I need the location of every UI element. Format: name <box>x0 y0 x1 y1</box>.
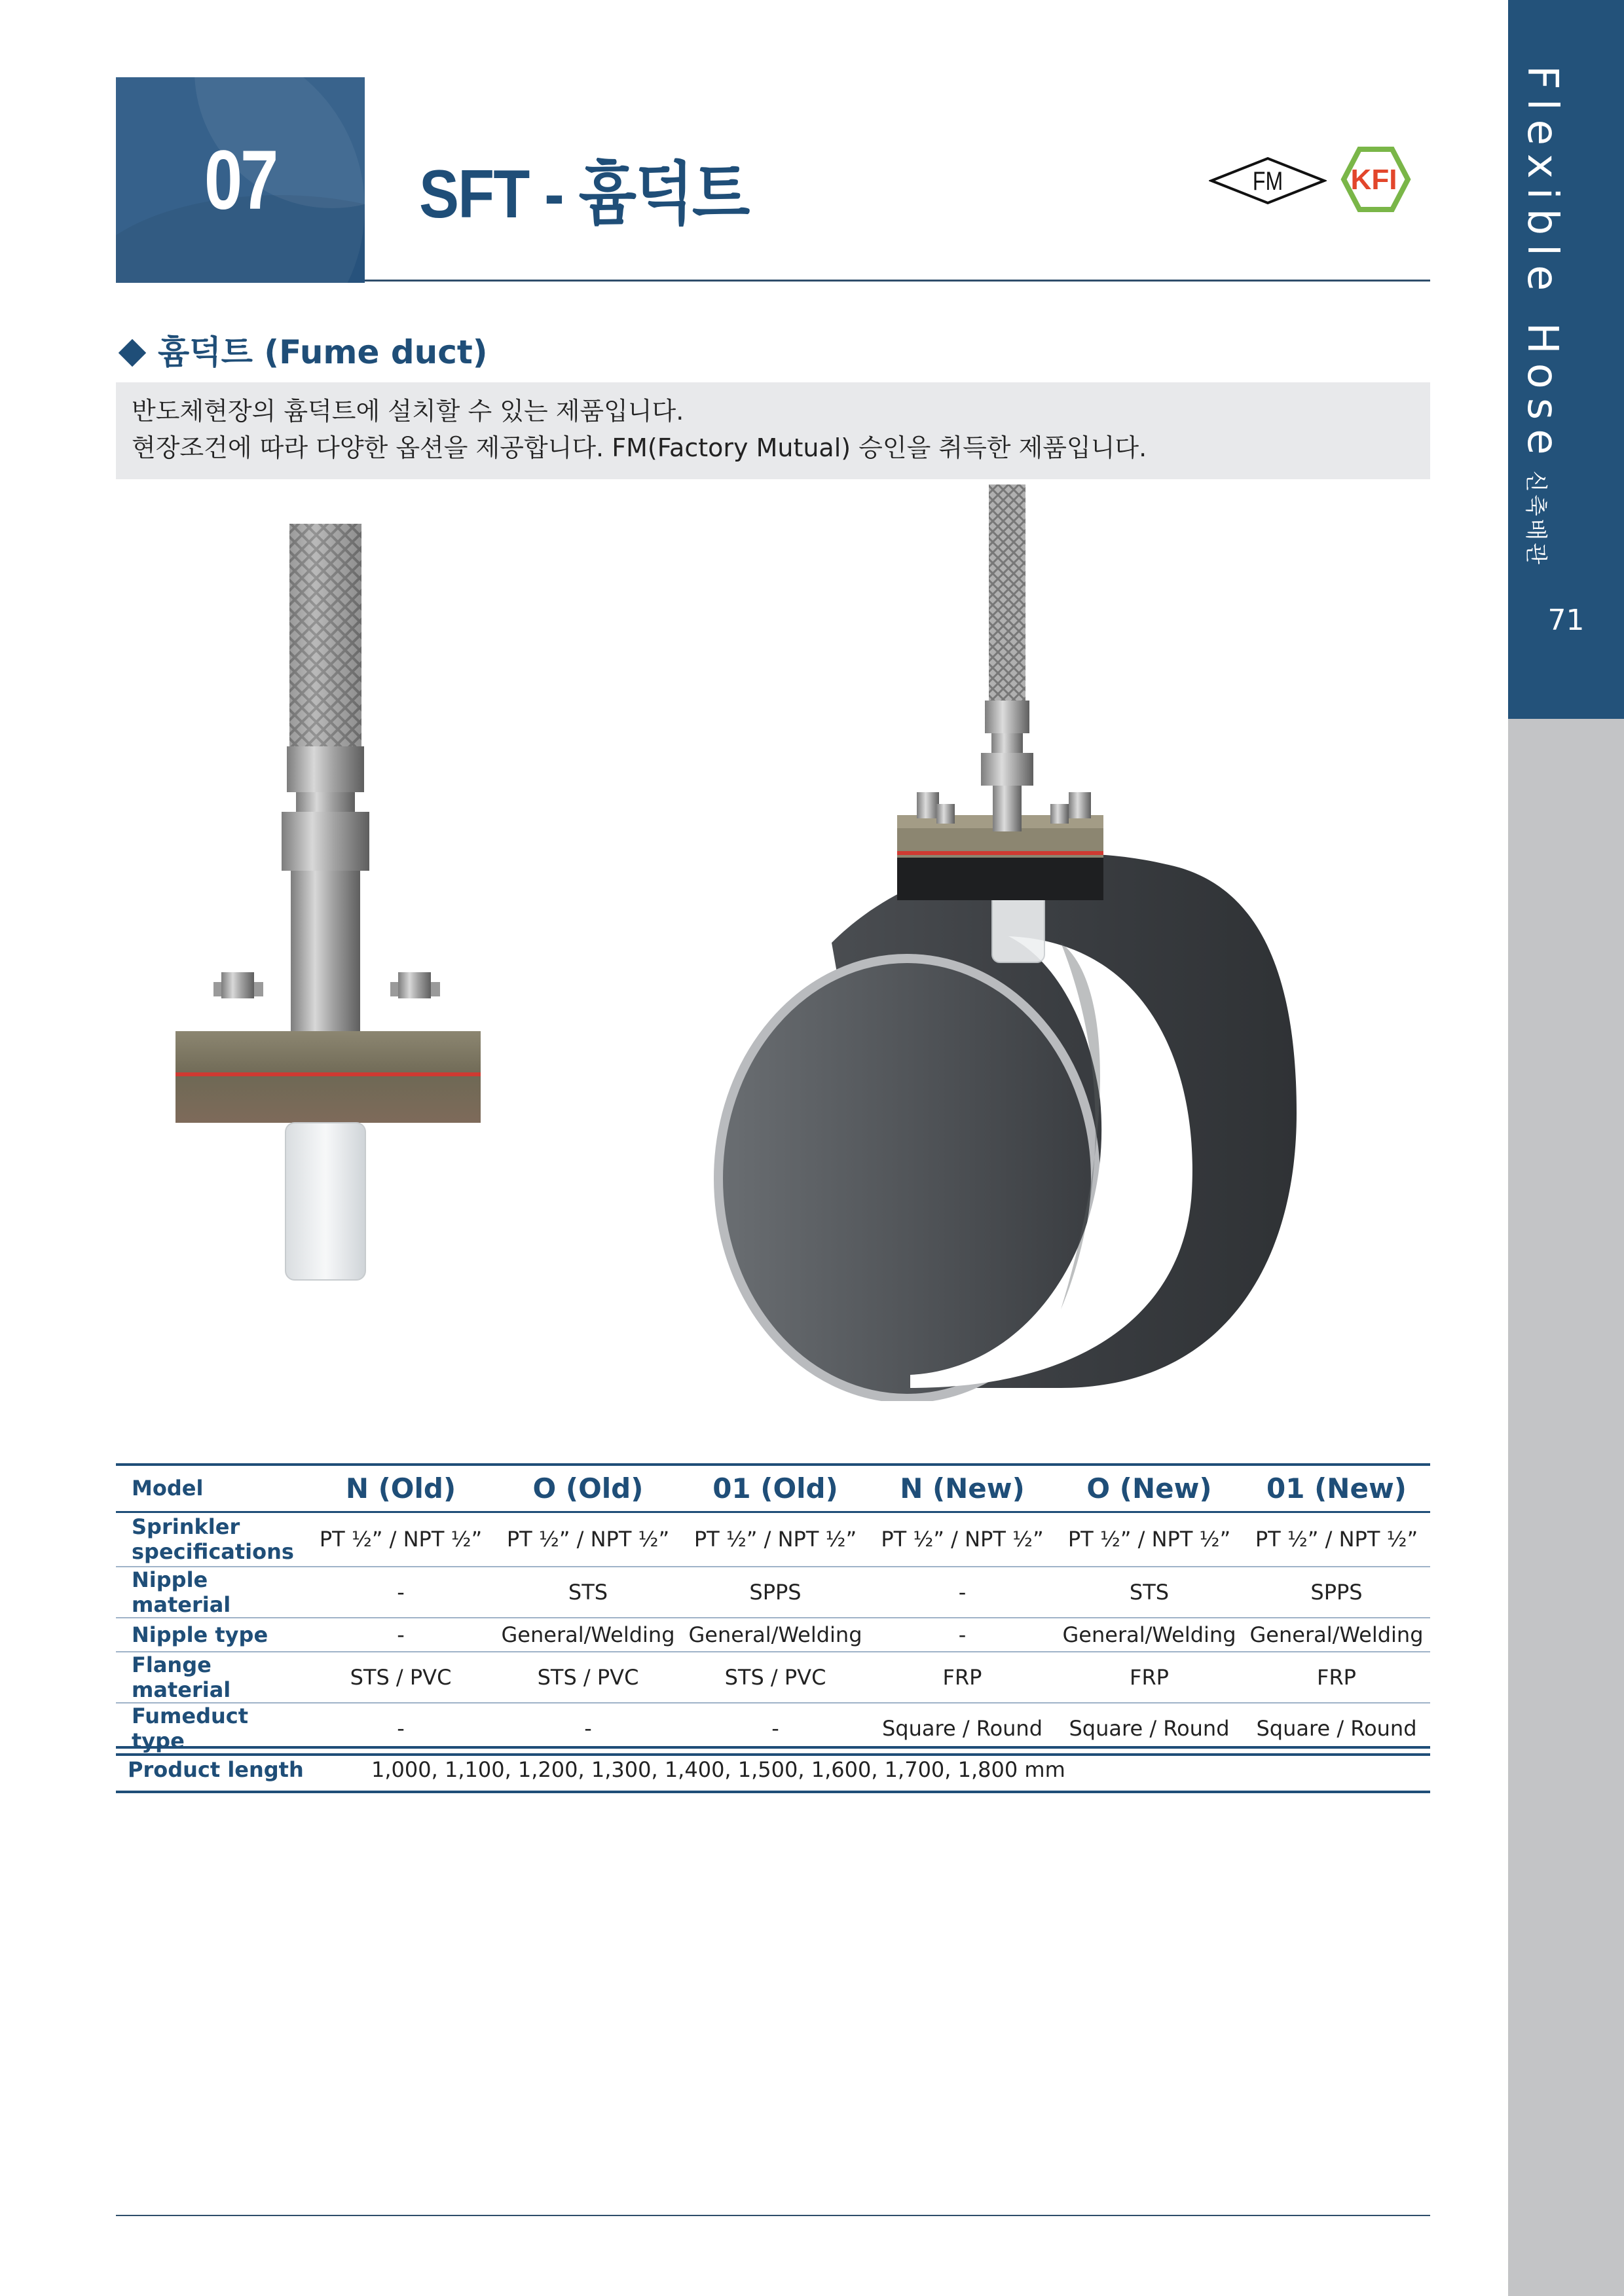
col-n-old: N (Old) <box>345 1472 456 1504</box>
kfi-logo-text: KFI <box>1350 164 1397 196</box>
table-cell: PT ½” / NPT ½” <box>1067 1527 1231 1552</box>
table-cell: - <box>397 1622 405 1647</box>
row-label: Sprinkler specifications <box>132 1514 294 1565</box>
description-box <box>116 382 1430 479</box>
kfi-certification-logo <box>1340 145 1412 213</box>
table-cell: STS / PVC <box>537 1665 639 1690</box>
side-title-ko: 신축배관 <box>1522 470 1549 568</box>
page-number: 71 <box>1547 604 1585 637</box>
table-cell: STS <box>568 1580 608 1605</box>
table-row <box>116 1567 1430 1618</box>
table-cell: PT ½” / NPT ½” <box>506 1527 670 1552</box>
product-image-flange-hose <box>151 484 504 1309</box>
col-01-old: 01 (Old) <box>712 1472 838 1504</box>
table-cell: - <box>584 1716 592 1741</box>
table-cell: Square / Round <box>881 1716 1043 1741</box>
side-title <box>1518 65 1566 567</box>
footer-divider <box>116 2215 1430 2216</box>
col-n-new: N (New) <box>900 1472 1025 1504</box>
page-title: SFT - 흄덕트 <box>419 156 749 232</box>
side-title-en: Flexible Hose <box>1518 65 1566 464</box>
table-cell: PT ½” / NPT ½” <box>881 1527 1044 1552</box>
table-cell: SPPS <box>749 1580 802 1605</box>
table-cell: FRP <box>942 1665 982 1690</box>
table-row <box>116 1512 1430 1567</box>
table-cell: General/Welding <box>688 1622 862 1647</box>
row-label: Nipple material <box>132 1567 231 1617</box>
table-cell: - <box>397 1716 405 1741</box>
table-cell: - <box>958 1622 967 1647</box>
header-divider <box>365 280 1430 282</box>
description-line-1: 반도체현장의 흄덕트에 설치할 수 있는 제품입니다. <box>132 397 684 426</box>
chapter-number-box <box>116 77 365 283</box>
table-cell: PT ½” / NPT ½” <box>1255 1527 1418 1552</box>
product-length-value: 1,000, 1,100, 1,200, 1,300, 1,400, 1,500, 1,600, 1,700, 1,800 mm <box>371 1757 1065 1782</box>
table-cell: General/Welding <box>501 1622 675 1647</box>
chapter-number: 07 <box>204 133 277 227</box>
spec-header-label: Model <box>132 1476 204 1501</box>
table-cell: FRP <box>1130 1665 1169 1690</box>
table-cell: FRP <box>1317 1665 1356 1690</box>
row-label: Nipple type <box>132 1622 268 1647</box>
table-cell: STS <box>1129 1580 1170 1605</box>
product-length-table <box>116 1746 1430 1793</box>
row-label: Flange material <box>132 1652 231 1702</box>
spec-table <box>116 1463 1430 1756</box>
table-cell: General/Welding <box>1062 1622 1236 1647</box>
section-heading <box>116 326 488 373</box>
col-o-old: O (Old) <box>532 1472 644 1504</box>
section-heading-text: 흄덕트 (Fume duct) <box>158 333 488 371</box>
product-image-fume-duct <box>694 484 1316 1401</box>
description-line-2: 현장조건에 따라 다양한 옵션을 제공합니다. FM(Factory Mutual) 승인을 취득한 제품입니다. <box>132 433 1147 462</box>
spec-table-header-row <box>116 1465 1430 1512</box>
table-cell: Square / Round <box>1069 1716 1230 1741</box>
table-cell: Square / Round <box>1256 1716 1417 1741</box>
table-cell: STS / PVC <box>724 1665 826 1690</box>
row-label: Fumeduct type <box>132 1704 249 1753</box>
diamond-bullet-icon <box>119 338 146 366</box>
fm-logo-text: FM <box>1252 166 1283 196</box>
col-o-new: O (New) <box>1086 1472 1212 1504</box>
product-length-label: Product length <box>128 1757 304 1782</box>
table-cell: - <box>771 1716 779 1741</box>
table-cell: - <box>397 1580 405 1605</box>
table-cell: PT ½” / NPT ½” <box>319 1527 483 1552</box>
fm-approval-logo <box>1209 156 1327 206</box>
table-cell: STS / PVC <box>350 1665 452 1690</box>
table-cell: - <box>958 1580 967 1605</box>
table-cell: PT ½” / NPT ½” <box>693 1527 857 1552</box>
table-row <box>116 1652 1430 1703</box>
table-cell: General/Welding <box>1249 1622 1424 1647</box>
table-cell: SPPS <box>1310 1580 1363 1605</box>
table-row <box>116 1618 1430 1652</box>
col-01-new: 01 (New) <box>1266 1472 1407 1504</box>
